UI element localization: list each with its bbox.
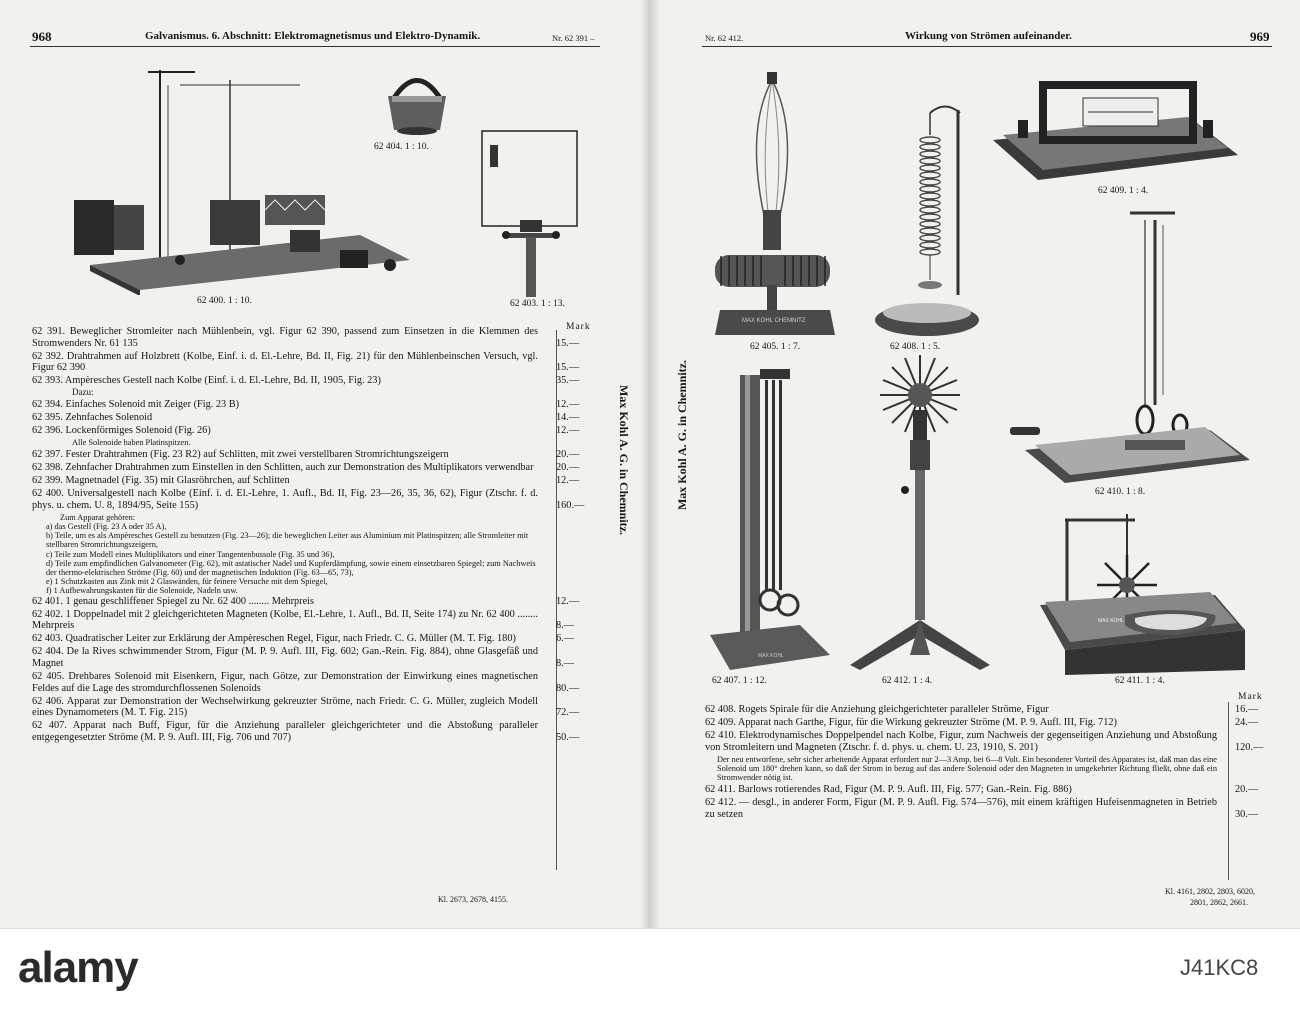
list-item: Der neu entworfene, sehr sicher arbeitende Apparat erfordert nur 2—3 Amp. bei 6—8 Volt. Ein besonderer Vorteil des Apparates ist, daß man das eine Solenoid um 180° drehen kann, so daß der Strom in bezug auf das andere Solenoid oder den Magneten in umgekehrter Richtung fließt, ohne daß ein Stromwender nötig ist.	[717, 754, 1217, 783]
figure-caption-62400: 62 400. 1 : 10.	[197, 296, 252, 306]
list-item: 62 412. — desgl., in anderer Form, Figur (M. P. 9. Aufl. Fig. 574—576), mit einem kräftigen Hufeisenmagneten in Betrieb zu setzen 30.—	[705, 797, 1259, 820]
list-item: 62 411. Barlows rotierendes Rad, Figur (M. P. 9. Aufl. III, Fig. 577; Gan.-Rein. Fig. 886) 20.—	[705, 783, 1259, 795]
list-item: 62 410. Elektrodynamisches Doppelpendel nach Kolbe, Figur, zum Nachweis der gegenseitigen Anziehung und Abstoßung von Stromleitern und Magneten (Ztschr. f. d. phys. u. chem. U. 23, 1910, S. 201) 120.—	[705, 730, 1264, 753]
figure-62404-floating-current	[382, 68, 452, 138]
right-page	[650, 0, 1300, 928]
list-item: 62 400. Universalgestell nach Kolbe (Einf. i. d. El.-Lehre, 1. Aufl., Bd. II, Fig. 23—26, 35, 36, 62), Figur (Ztschr. f. d. phys. u. chem. U. 8, 1894/95, Seite 155) 160.—	[32, 488, 585, 511]
list-item: 62 391. Beweglicher Stromleiter nach Mühlenbein, vgl. Figur 62 390, passend zum Einsetzen in die Klemmen des Stromwenders Nr. 61 135 15.—	[32, 326, 580, 349]
header-rule	[30, 46, 600, 47]
device-maker-label: MAX KOHL	[1098, 618, 1124, 624]
watermark-banner	[0, 928, 1300, 1019]
page-footer: Kl. 2673, 2678, 4155.	[438, 895, 508, 904]
header-reference: Nr. 62 391 –	[552, 33, 595, 43]
page-number: 968	[32, 29, 52, 44]
list-item: 62 406. Apparat zur Demonstration der Wechselwirkung gekreuzter Ströme, nach Friedr. C. G. Müller, zugleich Modell eines Dynamometers (M. T. Fig. 215) 72.—	[32, 695, 580, 719]
figure-62412-rotating-star	[835, 350, 1005, 675]
sub-item: c) Teile zum Modell eines Multiplikators und einer Tangentenbussole (Fig. 35 und 36),	[46, 549, 335, 559]
vertical-company-imprint: Max Kohl A. G. in Chemnitz.	[617, 385, 631, 536]
header-reference: Nr. 62 412.	[705, 33, 744, 43]
sub-item: b) Teile, um es als Ampèresches Gestell zu benutzen (Fig. 23—26); die beweglichen Leiter aus Aluminium mit Platinspitzen; alle Stromleiter mit stellbaren Stromrichtungszeigern,	[46, 531, 529, 550]
list-item: 62 398. Zehnfacher Drahtrahmen zum Einstellen in den Schlitten, auch zur Demonstration des Multiplikators verwendbar 20.—	[32, 461, 580, 473]
device-maker-label: MAX KOHL CHEMNITZ	[742, 318, 806, 324]
figure-caption-62409: 62 409. 1 : 4.	[1098, 186, 1149, 196]
list-item: 62 397. Fester Drahtrahmen (Fig. 23 R2) auf Schlitten, mit zwei verstellbaren Stromrichtungszeigern 20.—	[32, 448, 580, 460]
list-item: 62 404. De la Rives schwimmender Strom, Figur (M. P. 9. Aufl. III, Fig. 602; Gan.-Rein. Fig. 884), ohne Glasgefäß und Magnet 8.—	[32, 646, 575, 670]
mark-column-header: Mark	[1238, 692, 1263, 702]
figure-62408-roget-spiral	[870, 95, 985, 340]
page-footer: 2801, 2862, 2661.	[1190, 898, 1248, 907]
device-maker-label: MAX KOHL	[758, 653, 784, 659]
list-item: 62 402. 1 Doppelnadel mit 2 gleichgerichteten Magneten (Kolbe, El.-Lehre, 1. Aufl., Bd. II, Seite 174) zu Nr. 62 400 ........ Mehrpreis 8.—	[32, 608, 575, 632]
list-item: 62 393. Ampèresches Gestell nach Kolbe (Einf. i. d. El.-Lehre, Bd. II, 1905, Fig. 23) 35.—	[32, 375, 580, 387]
list-item: 62 403. Quadratischer Leiter zur Erklärung der Ampèreschen Regel, Figur, nach Friedr. C. G. Müller (M. T. Fig. 180) 6.—	[32, 633, 575, 645]
alamy-logo: alamy	[18, 943, 138, 992]
figure-62400-universal-stand	[60, 60, 420, 295]
sub-item: f) 1 Aufbewahrungskasten für die Solenoide, Nadeln usw.	[46, 586, 238, 596]
vertical-company-imprint: Max Kohl A. G. in Chemnitz.	[675, 360, 689, 511]
list-item: Dazu:	[72, 387, 94, 398]
running-header: Galvanismus. 6. Abschnitt: Elektromagnetismus und Elektro-Dynamik.	[145, 30, 481, 42]
sub-item: d) Teile zum empfindlichen Galvanometer (Fig. 62), mit astatischer Nadel und Kupferdämpfung, sowie einem einsetzbaren Spiegel; zum Nachweis der thermo-elektrischen Ströme (Fig. 60) und der magnetischen Induktion (Fig. 63—65, 73),	[46, 558, 536, 577]
figure-caption-62410: 62 410. 1 : 8.	[1095, 487, 1146, 497]
sub-item-list	[32, 513, 596, 596]
figure-62405-rotating-solenoid	[705, 60, 840, 340]
figure-62403-square-conductor	[470, 125, 590, 300]
list-item: 62 392. Drahtrahmen auf Holzbrett (Kolbe, Einf. i. d. El.-Lehre, Bd. II, Fig. 21) für den Mühlenbeinschen Versuch, vgl. Figur 62 390 15.—	[32, 350, 580, 374]
mark-column-header: Mark	[566, 322, 591, 332]
sub-item: Zum Apparat gehören:	[60, 512, 136, 522]
sub-item: a) das Gestell (Fig. 23 A oder 35 A),	[46, 521, 167, 531]
header-rule	[702, 46, 1272, 47]
sub-item: e) 1 Schutzkasten aus Zink mit 2 Glaswänden, für feinere Versuche mit dem Spiegel,	[46, 577, 328, 587]
image-id: J41KC8	[1180, 955, 1259, 980]
list-item: 62 405. Drehbares Solenoid mit Eisenkern, Figur, nach Götze, zur Demonstration der Einwirkung eines magnetischen Feldes auf die Lage des stromdurchflossenen Solenoids 80.—	[32, 671, 580, 694]
figure-62409-garthe-apparatus	[993, 70, 1238, 185]
list-item: 62 407. Apparat nach Buff, Figur, für die Anziehung paralleler gleichgerichteter und die Abstoßung paralleler entgegengesetzter Ströme (M. P. 9. Aufl. III, Fig. 706 und 707) 50.—	[32, 720, 580, 744]
figure-caption-62403: 62 403. 1 : 13.	[510, 299, 565, 309]
list-item: 62 409. Apparat nach Garthe, Figur, für die Wirkung gekreuzter Ströme (M. P. 9. Aufl. III, Fig. 712) 24.—	[705, 717, 1259, 729]
list-item: 62 396. Lockenförmiges Solenoid (Fig. 26) 12.—	[32, 425, 580, 437]
list-item: 62 401. 1 genau geschliffener Spiegel zu Nr. 62 400 ........ Mehrpreis 12.—	[32, 595, 580, 607]
list-item: 62 394. Einfaches Solenoid mit Zeiger (Fig. 23 B) 12.—	[32, 398, 580, 410]
list-item: 62 395. Zehnfaches Solenoid 14.—	[32, 412, 580, 424]
page-number: 969	[1250, 29, 1270, 44]
list-item: 62 408. Rogets Spirale für die Anziehung gleichgerichteter paralleler Ströme, Figur 16.—	[705, 704, 1259, 715]
figure-caption-62407: 62 407. 1 : 12.	[712, 676, 767, 686]
left-page	[0, 0, 650, 928]
figure-caption-62405: 62 405. 1 : 7.	[750, 342, 801, 352]
figure-caption-62411: 62 411. 1 : 4.	[1115, 676, 1165, 686]
figure-caption-62408: 62 408. 1 : 5.	[890, 342, 941, 352]
page-footer: Kl. 4161, 2802, 2803, 6020,	[1165, 887, 1255, 896]
figure-62410-double-pendulum	[1005, 205, 1250, 485]
figure-caption-62404: 62 404. 1 : 10.	[374, 142, 429, 152]
figure-62407-buff-apparatus	[710, 365, 830, 675]
left-price-list	[32, 326, 596, 745]
figure-62411-barlow-wheel	[1035, 510, 1245, 675]
right-price-list	[705, 704, 1275, 822]
figure-caption-62412: 62 412. 1 : 4.	[882, 676, 933, 686]
running-header: Wirkung von Strömen aufeinander.	[905, 30, 1072, 42]
list-item: Alle Solenoide haben Platinspitzen.	[72, 438, 191, 448]
list-item: 62 399. Magnetnadel (Fig. 35) mit Glasröhrchen, auf Schlitten 12.—	[32, 474, 580, 486]
